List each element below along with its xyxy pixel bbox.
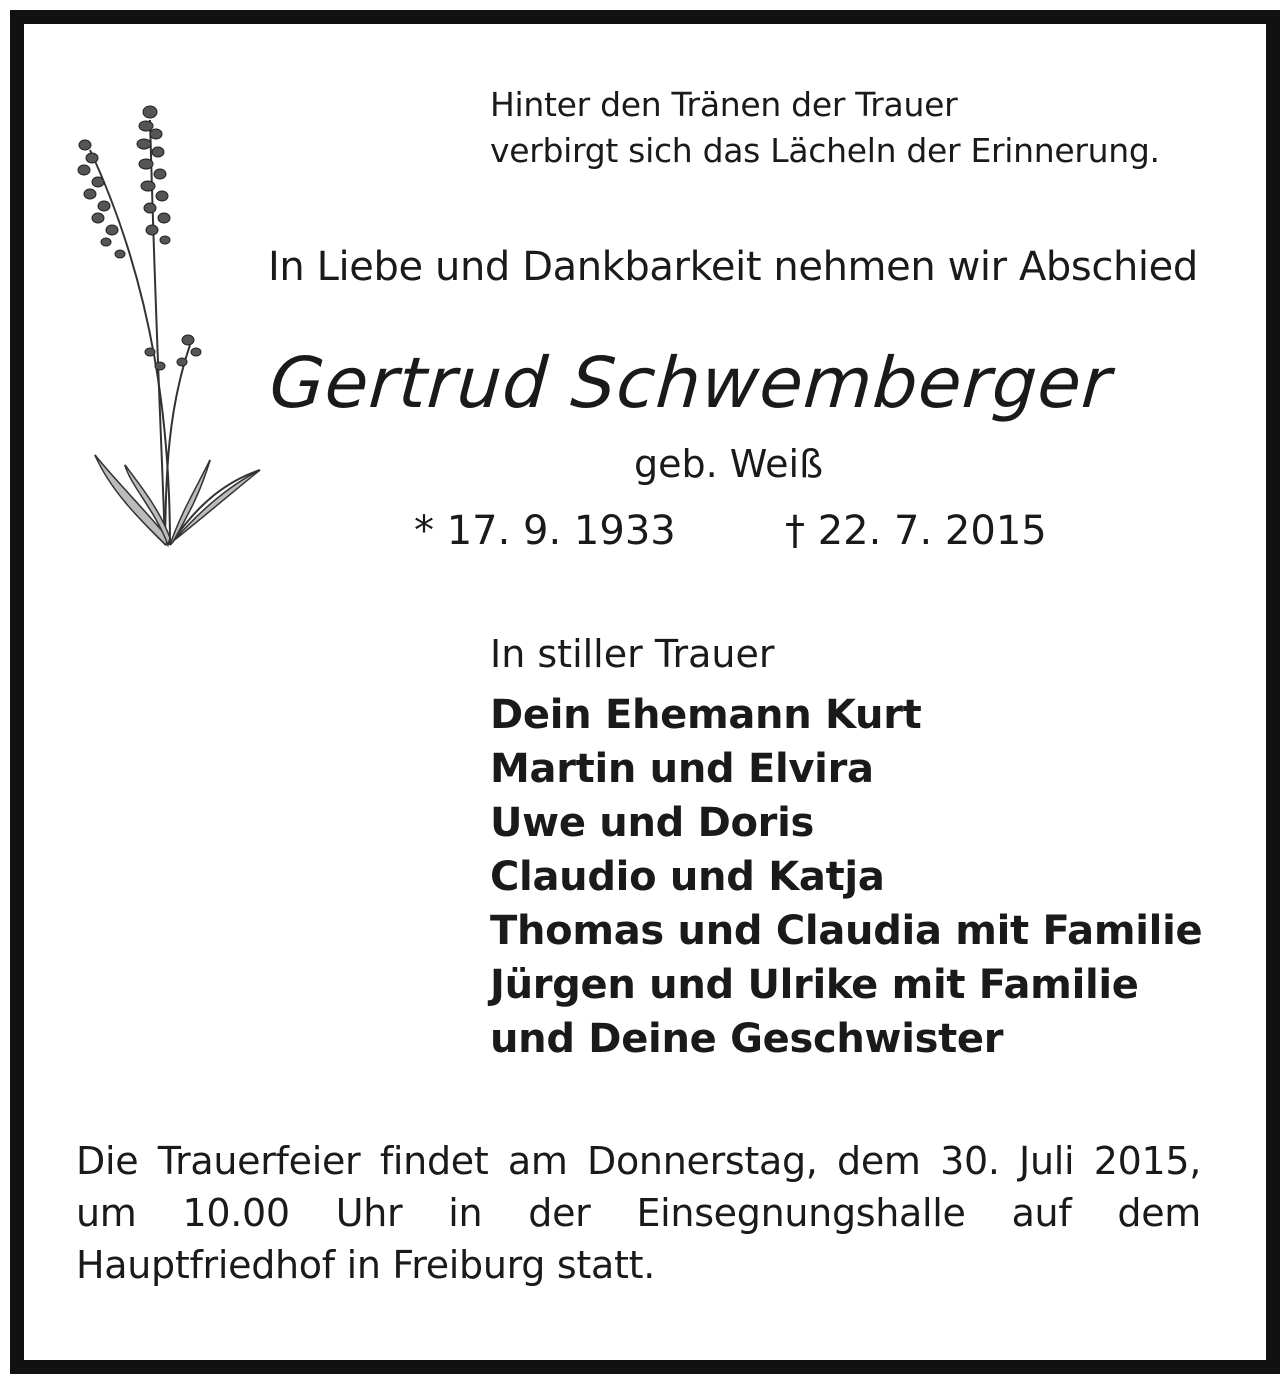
mourner-name: Dein Ehemann Kurt [490,692,922,738]
mourner-name: Thomas und Claudia mit Familie [490,908,1203,954]
birth-date: * 17. 9. 1933 [414,508,676,554]
quote-line-2: verbirgt sich das Lächeln der Erinnerung. [490,131,1160,170]
mourner-name: Claudio und Katja [490,854,885,900]
mourner-name: Jürgen und Ulrike mit Familie [490,962,1139,1008]
mourner-name: Uwe und Doris [490,800,815,846]
mourners-list [490,688,1202,1066]
quote-line-1: Hinter den Tränen der Trauer [490,85,958,124]
maiden-name: geb. Weiß [634,442,823,486]
farewell-intro: In Liebe und Dankbarkeit nehmen wir Abschied [268,244,1198,290]
mourner-name: und Deine Geschwister [490,1016,1004,1062]
mourners-intro: In stiller Trauer [490,632,775,676]
lavender-sprig-icon [70,90,270,550]
deceased-name: Gertrud Schwemberger [267,342,1115,424]
service-notice: Die Trauerfeier findet am Donnerstag, dem 30. Juli 2015, um 10.00 Uhr in der Einsegnungshalle auf dem Hauptfriedhof in Freiburg statt. [76,1139,1201,1287]
mourner-name: Martin und Elvira [490,746,874,792]
death-date: † 22. 7. 2015 [785,508,1047,554]
